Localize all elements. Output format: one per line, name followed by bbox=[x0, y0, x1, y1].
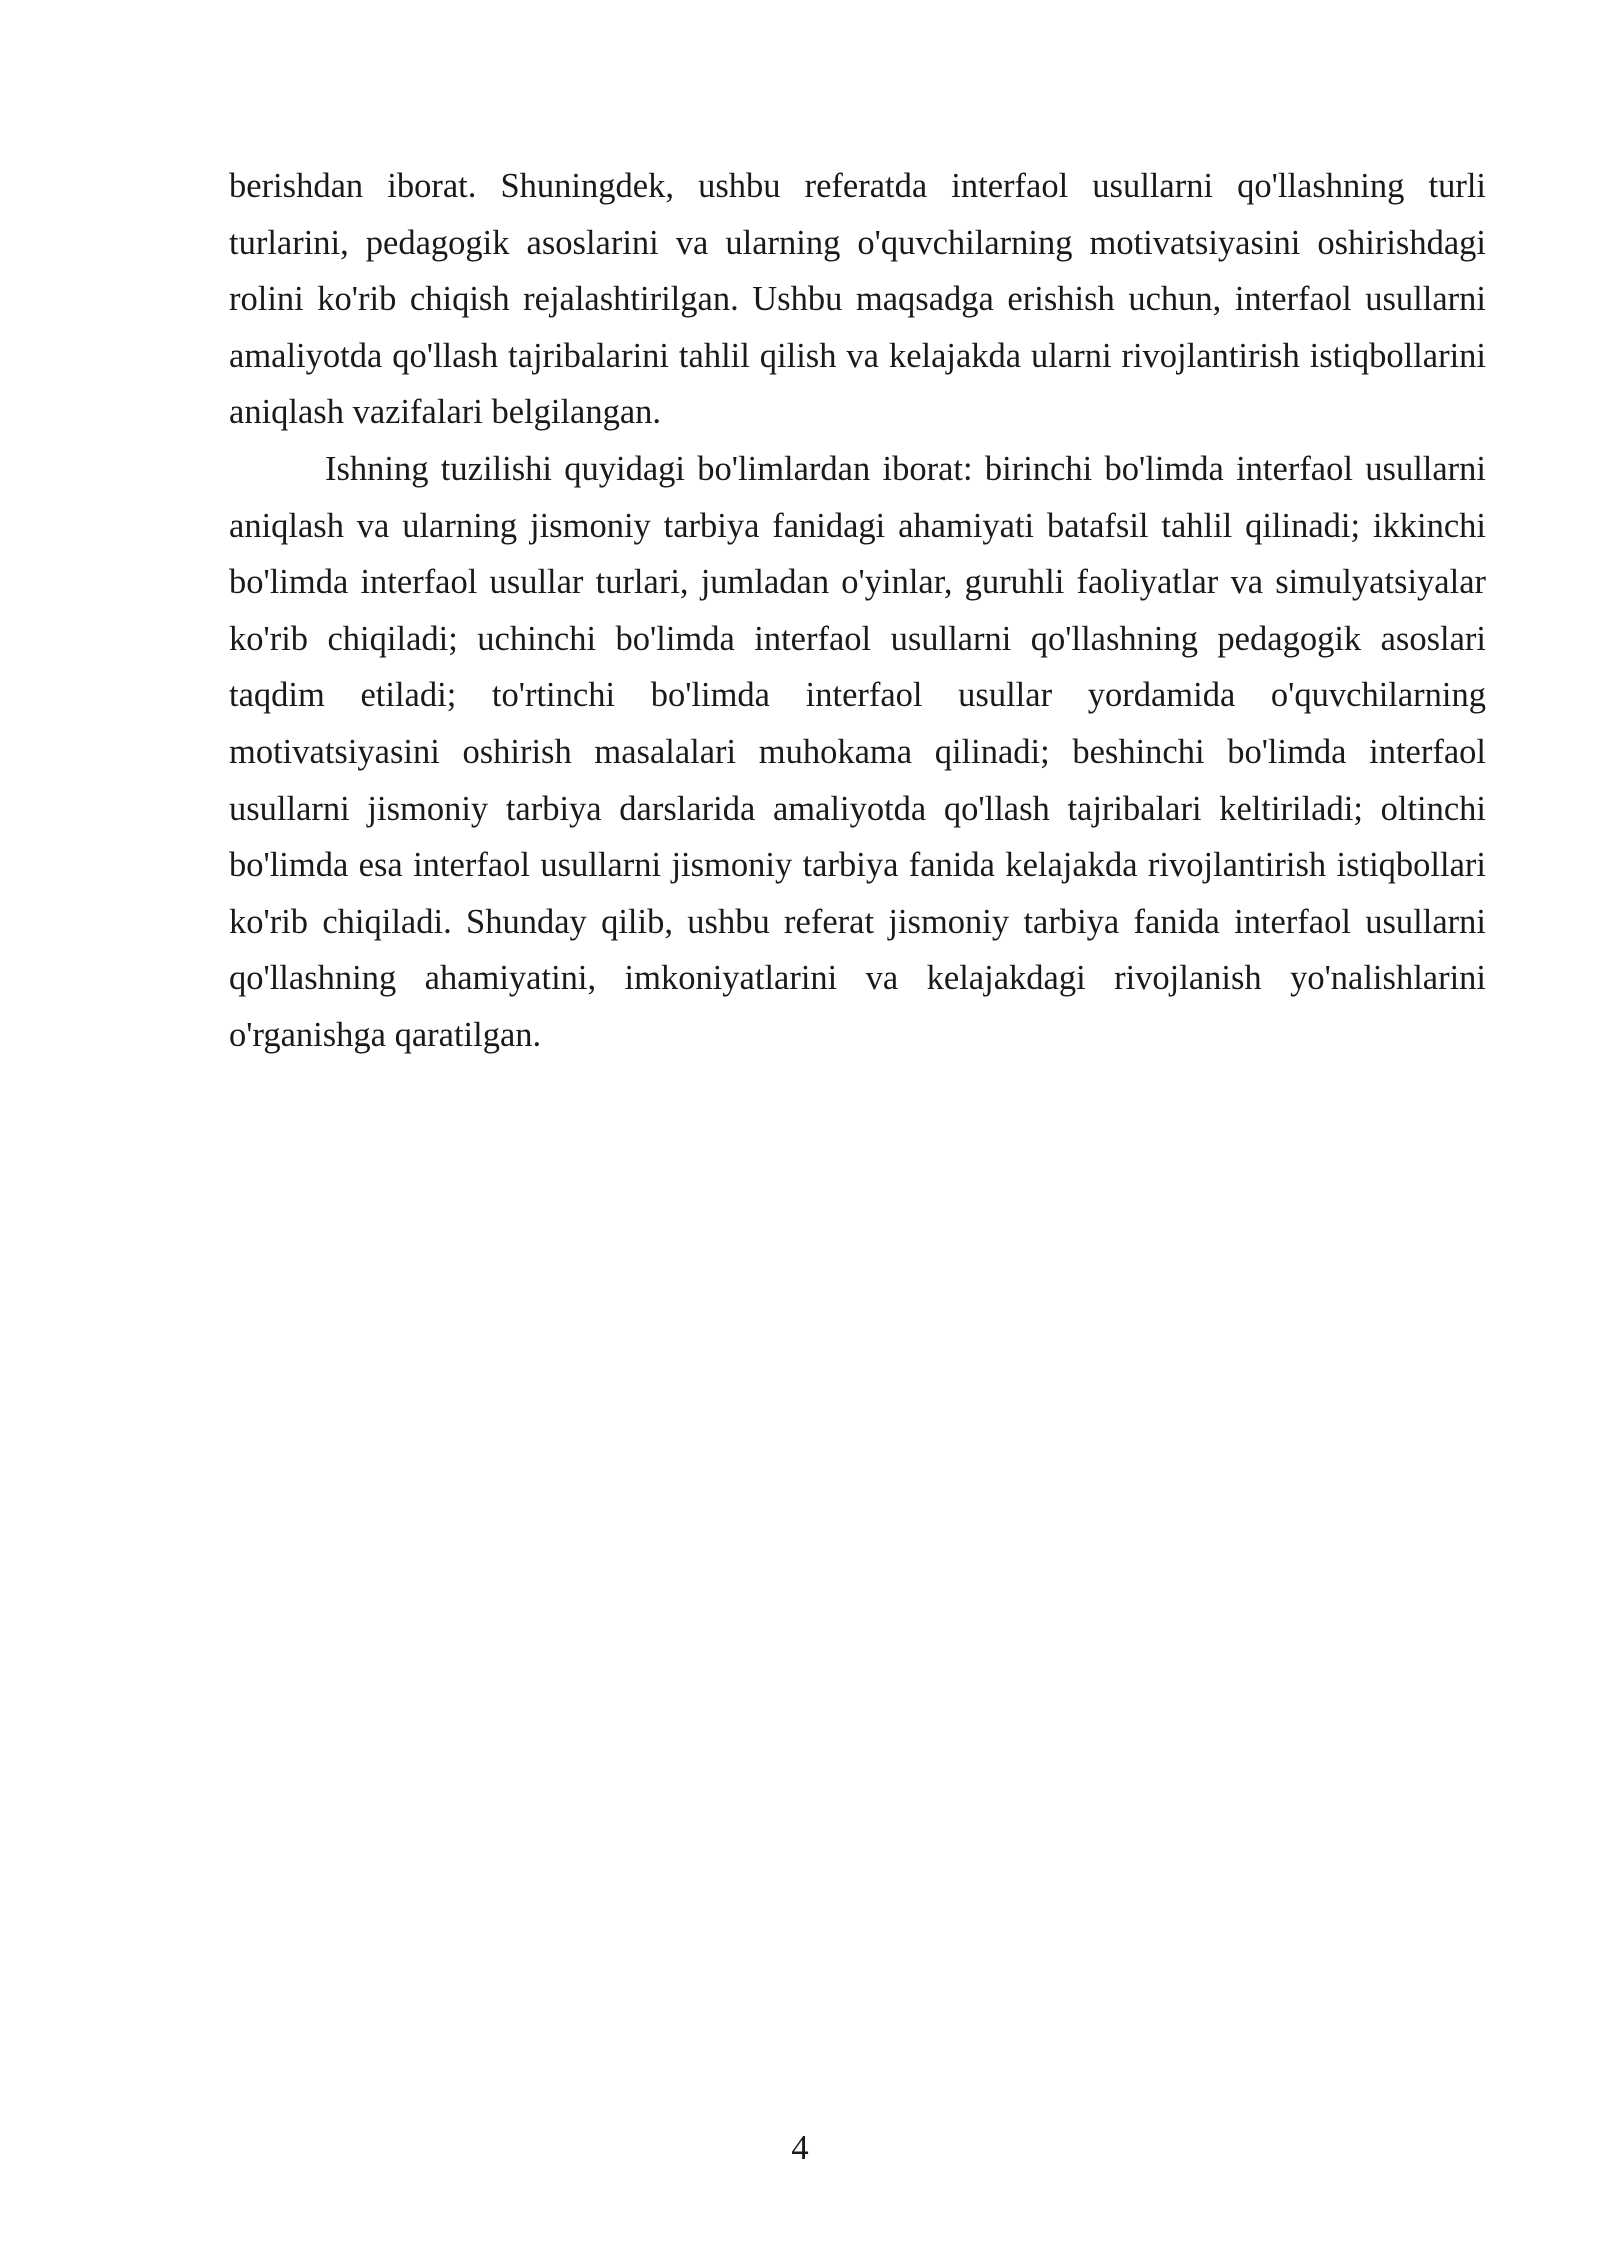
body-text bbox=[229, 158, 1486, 1064]
paragraph-continuation: berishdan iborat. Shuningdek, ushbu referatda interfaol usullarni qo'llashning turli turlarini, pedagogik asoslarini va ularning o'quvchilarning motivatsiyasini oshirishdagi rolini ko'rib chiqish rejalashtirilgan. Ushbu maqsadga erishish uchun, interfaol usullarni amaliyotda qo'llash tajribalarini tahlil qilish va kelajakda ularni rivojlantirish istiqbollarini aniqlash vazifalari belgilangan. bbox=[229, 167, 1486, 432]
page-number: 4 bbox=[791, 2129, 809, 2167]
paragraph-structure: Ishning tuzilishi quyidagi bo'limlardan iborat: birinchi bo'limda interfaol usullarni aniqlash va ularning jismoniy tarbiya fanidagi ahamiyati batafsil tahlil qilinadi; ikkinchi bo'limda interfaol usullar turlari, jumladan o'yinlar, guruhli faoliyatlar va simulyatsiyalar ko'rib chiqiladi; uchinchi bo'limda interfaol usullarni qo'llashning pedagogik asoslari taqdim etiladi; to'rtinchi bo'limda interfaol usullar yordamida o'quvchilarning motivatsiyasini oshirish masalalari muhokama qilinadi; beshinchi bo'limda interfaol usullarni jismoniy tarbiya darslarida amaliyotda qo'llash tajribalari keltiriladi; oltinchi bo'limda esa interfaol usullarni jismoniy tarbiya fanida kelajakda rivojlantirish istiqbollari ko'rib chiqiladi. Shunday qilib, ushbu referat jismoniy tarbiya fanida interfaol usullarni qo'llashning ahamiyatini, imkoniyatlarini va kelajakdagi rivojlanish yo'nalishlarini o'rganishga qaratilgan. bbox=[229, 449, 1486, 1054]
